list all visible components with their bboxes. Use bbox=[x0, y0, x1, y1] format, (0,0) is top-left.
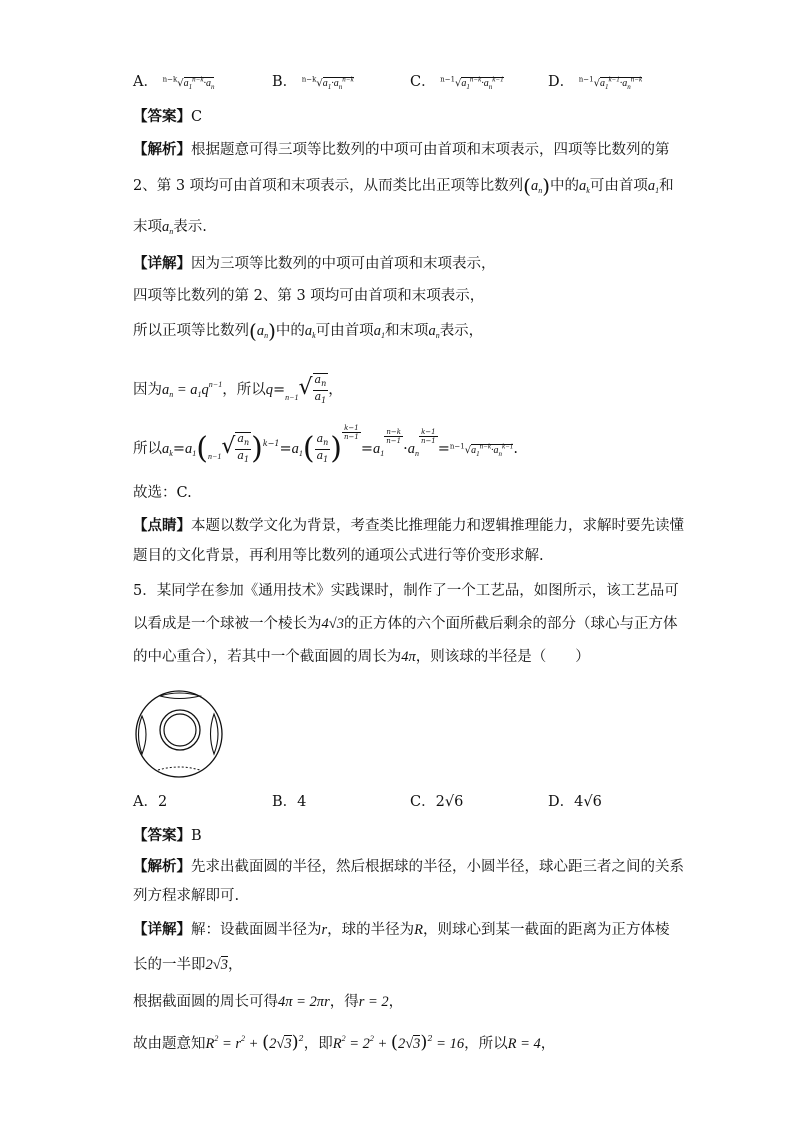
stem-text: 5．某同学在参加《通用技术》实践课时，制作了一个工艺品，如图所示，该工艺品可 bbox=[133, 583, 679, 599]
detail-text: ， bbox=[540, 1036, 556, 1052]
q4-analysis-line-1 bbox=[133, 140, 670, 160]
analysis-tag: 【解析】 bbox=[133, 142, 191, 158]
q5-detail-line-1: 【详解】解：设截面圆半径为r，球的半径为R，则球心到某一截面的距离为正方体棱 bbox=[133, 922, 670, 938]
detail-text: 故由题意知 bbox=[133, 1036, 206, 1052]
q5-analysis-line-2 bbox=[133, 886, 239, 906]
q4-analysis-line-2: 2、第 3 项均可由首项和末项表示，从而类比出正项等比数列$(a_n)$中的$a_k$可由首项$a_1$和 bbox=[133, 174, 674, 198]
q5-stem-line-2 bbox=[133, 614, 677, 634]
answer-value: B bbox=[191, 828, 202, 844]
option-value: 2 bbox=[157, 794, 168, 810]
front-cut-circle-outer bbox=[160, 710, 200, 750]
analysis-text: 根据题意可得三项等比数列的中项可由首项和末项表示，四项等比数列的第 bbox=[191, 142, 670, 158]
q4-comment-line-2 bbox=[133, 546, 544, 566]
analysis-text: 和 bbox=[659, 178, 674, 194]
detail-tag: 【详解】 bbox=[133, 256, 191, 272]
stem-text: 以看成是一个球被一个棱长为 bbox=[133, 616, 322, 632]
q4-detail-line-1 bbox=[133, 254, 496, 274]
sphere-figure bbox=[134, 688, 224, 780]
front-cut-circle-inner bbox=[164, 714, 196, 746]
choose-text: 故选：C. bbox=[133, 485, 192, 501]
option-label: B． bbox=[272, 74, 298, 90]
q5-answer-line bbox=[133, 826, 202, 846]
option-label: A． bbox=[133, 74, 158, 90]
q4-analysis-line-3: 末项$a_n$表示. bbox=[133, 219, 207, 236]
detail-text: ，所以 bbox=[222, 382, 266, 398]
detail-text: ，所以 bbox=[464, 1036, 508, 1052]
q5-option-c bbox=[410, 790, 463, 811]
stem-text: 的正方体的六个面所截后剩余的部分（球心与正方体 bbox=[343, 616, 678, 632]
q4-detail-line-4: 因为$a_n = a_1q^{n-1}$，所以$q=_{n-1}√$ $\frac{a_n}{a_1}$ ， bbox=[133, 373, 343, 405]
q5-detail-line-4: 故由题意知$R^2 = r^2 + (2√3)^2$，即$R^2 = 2^2 + (2√3)^2 = 16$，所以R = 4， bbox=[133, 1032, 556, 1053]
q5-stem-line-1 bbox=[133, 581, 679, 601]
detail-text: 因为三项等比数列的中项可由首项和末项表示， bbox=[191, 256, 496, 272]
answer-value: C bbox=[191, 109, 203, 125]
q5-analysis-line-1 bbox=[133, 857, 684, 877]
q5-detail-line-2: 长的一半即2√3， bbox=[133, 957, 243, 973]
detail-text: ， bbox=[388, 994, 404, 1010]
detail-text: ，球的半径为 bbox=[327, 922, 415, 938]
detail-text: 四项等比数列的第 2、第 3 项均可由首项和末项表示， bbox=[133, 288, 485, 304]
q5-stem-line-3 bbox=[133, 647, 590, 667]
q4-option-c bbox=[410, 70, 504, 91]
perimeter-value: 4π bbox=[401, 649, 416, 665]
option-value: 4 bbox=[297, 794, 307, 810]
detail-text: 表示， bbox=[439, 323, 484, 339]
detail-text: ，得 bbox=[329, 994, 359, 1010]
detail-text: 根据截面圆的周长可得 bbox=[133, 994, 278, 1010]
detail-text: 因为 bbox=[133, 382, 162, 398]
analysis-text: 列方程求解即可. bbox=[133, 888, 240, 904]
option-label: A． bbox=[133, 794, 158, 810]
radical-expression: $^{n-k}√a_1\cdot a_n^{n-k}$ bbox=[301, 75, 354, 91]
comment-tag: 【点睛】 bbox=[133, 518, 191, 534]
detail-text: ，则球心到某一截面的距离为正方体棱 bbox=[423, 922, 670, 938]
answer-tag: 【答案】 bbox=[133, 109, 191, 125]
answer-tag: 【答案】 bbox=[133, 828, 191, 844]
comment-text: 题目的文化背景，再利用等比数列的通项公式进行等价变形求解. bbox=[133, 548, 544, 564]
detail-text: 所以 bbox=[133, 441, 162, 457]
radical-expression: $^{n-k}√a_1^{n-k}\cdot a_n$ bbox=[162, 75, 215, 91]
stem-text: 的中心重合），若其中一个截面圆的周长为 bbox=[133, 649, 402, 665]
analysis-text: 2、第 3 项均可由首项和末项表示，从而类比出正项等比数列 bbox=[133, 178, 524, 194]
option-label: D． bbox=[548, 794, 575, 810]
q4-option-b bbox=[272, 70, 354, 91]
option-value: 4√6 bbox=[574, 794, 602, 810]
analysis-text: 可由首项 bbox=[589, 178, 648, 194]
q4-option-d bbox=[548, 70, 642, 91]
option-value: 2√6 bbox=[435, 794, 464, 810]
detail-text: 长的一半即 bbox=[133, 957, 206, 973]
analysis-text: 中的 bbox=[550, 178, 580, 194]
option-label: C． bbox=[410, 74, 436, 90]
q4-detail-line-2 bbox=[133, 286, 484, 306]
q4-detail-line-3: 所以正项等比数列$(a_n)$中的$a_k$可由首项$a_1$和末项$a_n$表示， bbox=[133, 319, 484, 343]
q4-option-a bbox=[133, 70, 214, 91]
detail-tag: 【详解】 bbox=[133, 922, 191, 938]
detail-text: 和末项 bbox=[384, 323, 429, 339]
q5-detail-line-3: 根据截面圆的周长可得4π = 2πr，得r = 2， bbox=[133, 994, 404, 1010]
analysis-text: 表示. bbox=[173, 219, 207, 235]
analysis-text: 先求出截面圆的半径，然后根据球的半径，小圆半径，球心距三者之间的关系 bbox=[191, 859, 684, 875]
option-label: B． bbox=[272, 794, 298, 810]
detail-text: 可由首项 bbox=[315, 323, 374, 339]
radical-expression: $^{n-1}√a_1^{n-k}\cdot a_n^{k-1}$ bbox=[440, 75, 504, 91]
q5-option-b bbox=[272, 790, 306, 811]
detail-text: 解：设截面圆半径为 bbox=[191, 922, 322, 938]
detail-text: 中的 bbox=[275, 323, 305, 339]
q4-detail-line-5: 所以$a_k=a_1(_{n-1}√$ $\frac{a_n}{a_1}$ )$^{k-1}=a_1$( $\frac{a_n}{a_1}$ ) $\frac{k-1}{n-1}$ $=a_1$ $\frac{n-k}{n-1}$ $\cdot a_n$ $\frac{k-1}{n-1}$ $=^{n-1}√a_1^{n-k}\cdot a_n^{k-1}$. bbox=[133, 424, 518, 466]
left-cut-ellipse bbox=[139, 716, 147, 754]
detail-text: 所以正项等比数列 bbox=[133, 323, 249, 339]
analysis-text: 末项 bbox=[133, 219, 162, 235]
detail-text: ， bbox=[227, 957, 243, 973]
q4-comment-line-1 bbox=[133, 516, 684, 536]
radical-expression: $^{n-1}√a_1^{k-1}\cdot a_n^{n-k}$ bbox=[578, 75, 643, 91]
q4-answer-line bbox=[133, 107, 202, 127]
cube-edge-value: 4√3 bbox=[321, 616, 344, 632]
detail-text: ， bbox=[328, 382, 343, 398]
right-cut-ellipse bbox=[211, 714, 219, 754]
sphere-outline bbox=[136, 691, 222, 777]
detail-text: ，即 bbox=[303, 1036, 333, 1052]
bottom-cut-ellipse-hidden bbox=[158, 767, 200, 770]
q4-choose-line bbox=[133, 483, 192, 503]
comment-text: 本题以数学文化为背景，考查类比推理能力和逻辑推理能力，求解时要先读懂 bbox=[191, 518, 684, 534]
q5-option-d bbox=[548, 790, 602, 811]
option-label: D． bbox=[548, 74, 575, 90]
option-label: C． bbox=[410, 794, 436, 810]
q5-option-a bbox=[133, 790, 167, 811]
analysis-tag: 【解析】 bbox=[133, 859, 191, 875]
stem-text: ，则该球的半径是（ ） bbox=[415, 649, 590, 665]
